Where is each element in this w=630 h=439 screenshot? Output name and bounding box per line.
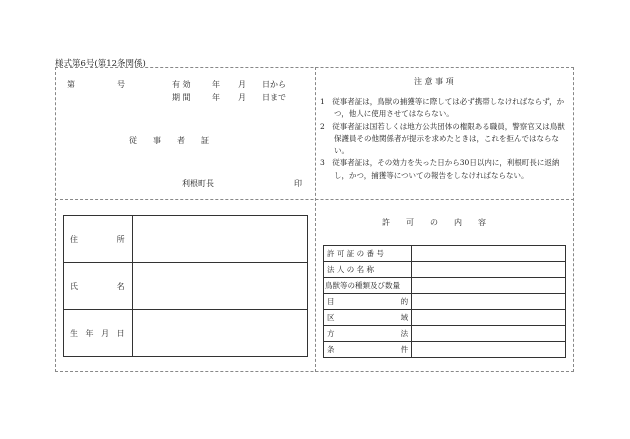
table-row <box>324 246 566 262</box>
name-field[interactable] <box>132 263 307 310</box>
seal-mark: 印 <box>294 179 302 188</box>
table-row <box>64 263 308 310</box>
valid-to-day: 日まで <box>262 93 286 102</box>
purpose-label: 目 的 <box>327 297 409 306</box>
table-row <box>324 326 566 342</box>
birthdate-label: 生 年 月 日 <box>70 328 125 338</box>
permit-number-label: 許 可 証 の 番 号 <box>327 249 384 258</box>
method-field[interactable] <box>412 326 566 342</box>
table-row <box>64 216 308 263</box>
purpose-field[interactable] <box>412 294 566 310</box>
permit-table <box>323 245 566 358</box>
table-row <box>324 294 566 310</box>
conditions-label: 条 件 <box>327 345 409 354</box>
table-row <box>324 310 566 326</box>
note-item-1: 1 従事者証は，鳥獣の捕獲等に際しては必ず携帯しなければならず，かつ，他人に使用させてはならない。 <box>320 97 565 119</box>
corporation-name-field[interactable] <box>412 262 566 278</box>
form-caption: 様式第6号(第12条関係) <box>55 59 146 69</box>
table-row <box>64 310 308 357</box>
table-row <box>324 278 566 294</box>
holder-table <box>63 215 308 357</box>
valid-label: 有 効 <box>172 80 191 89</box>
species-quantity-label: 鳥獣等の種類及び数量 <box>325 281 400 290</box>
permit-heading: 許 可 の 内 容 <box>382 218 486 227</box>
permit-number-field[interactable] <box>412 246 566 262</box>
valid-from-year: 年 <box>212 80 220 89</box>
valid-from-month: 月 <box>238 80 246 89</box>
valid-to-year: 年 <box>212 93 220 102</box>
corporation-name-label: 法 人 の 名 称 <box>327 265 375 274</box>
area-field[interactable] <box>412 310 566 326</box>
notes-list <box>320 96 570 182</box>
number-prefix: 第 <box>67 80 75 89</box>
valid-to-month: 月 <box>238 93 246 102</box>
number-suffix: 号 <box>117 80 125 89</box>
address-label: 住 所 <box>70 234 125 244</box>
note-item-3: 3 従事者証は，その効力を失った日から30日以内に，利根町長に返納し，かつ，捕獲等についての報告をしなければならない。 <box>320 158 560 180</box>
period-label: 期 間 <box>172 93 191 102</box>
issuer-name: 利根町長 <box>182 179 214 188</box>
area-label: 区 域 <box>327 313 409 322</box>
name-label: 氏 名 <box>70 281 125 291</box>
table-row <box>324 262 566 278</box>
birthdate-field[interactable] <box>132 310 307 357</box>
note-item-2: 2 従事者証は国若しくは地方公共団体の権限ある職員，警察官又は鳥獣保護員その他関係者が提示を求めたときは，これを拒んではならない。 <box>320 121 565 156</box>
fold-line-vertical <box>315 67 316 372</box>
certificate-title: 従 事 者 証 <box>129 136 209 145</box>
species-quantity-field[interactable] <box>412 278 566 294</box>
table-row <box>324 342 566 358</box>
conditions-field[interactable] <box>412 342 566 358</box>
valid-from-day: 日から <box>262 80 286 89</box>
address-field[interactable] <box>132 216 307 263</box>
method-label: 方 法 <box>327 329 409 338</box>
fold-line-horizontal <box>55 199 574 200</box>
notes-heading: 注 意 事 項 <box>414 77 454 86</box>
